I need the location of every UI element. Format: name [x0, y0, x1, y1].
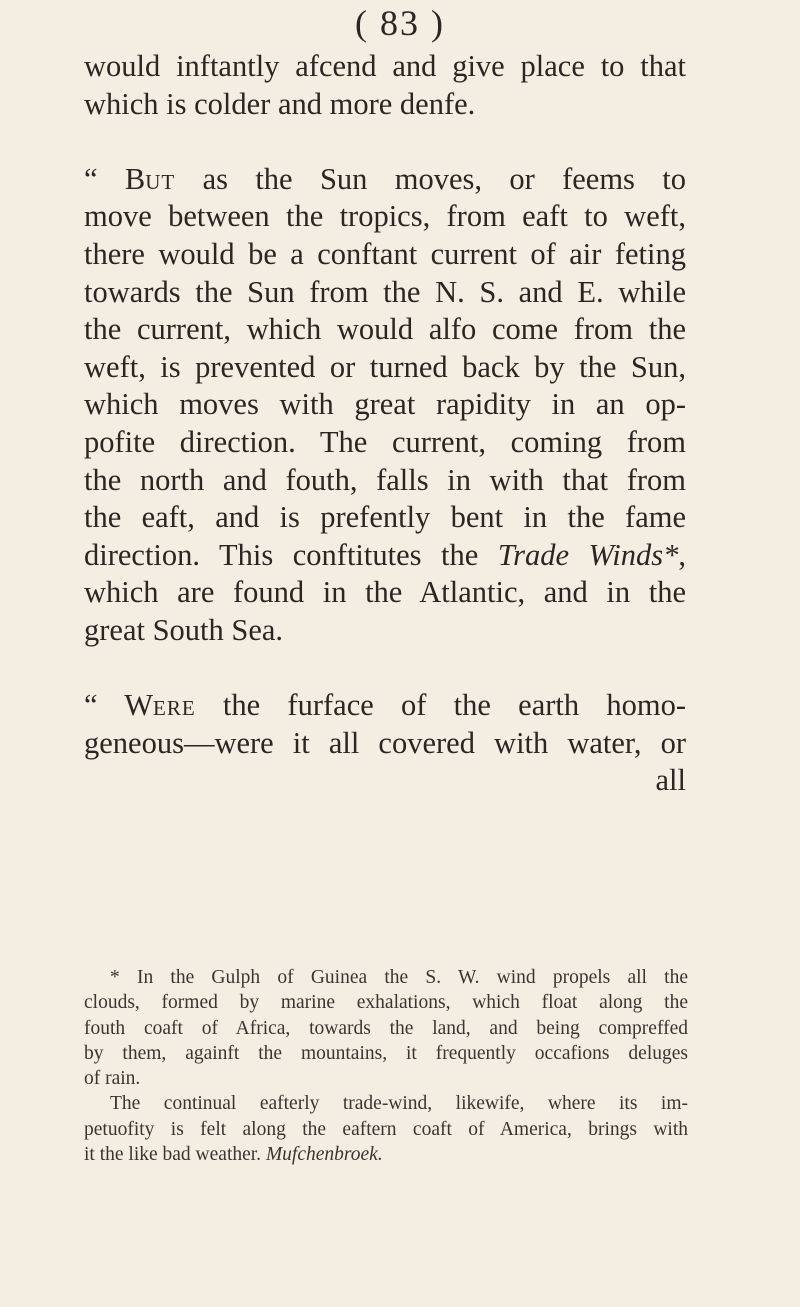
text-line — [84, 537, 686, 575]
catchword: all — [655, 763, 686, 798]
text-fragment: as the Sun moves, or feems to — [175, 161, 686, 196]
text-line: there would be a conftant current of air feting — [84, 236, 686, 271]
text-line — [84, 161, 686, 199]
footnote-attribution: Mufchenbroek. — [265, 1144, 383, 1166]
footnote-line: of rain. — [84, 1068, 141, 1090]
italic-phrase: Trade Winds* — [497, 537, 679, 572]
footnote-line: by them, againft the mountains, it frequently occafions deluges — [84, 1042, 688, 1064]
text-line: the current, which would alfo come from the — [84, 312, 686, 347]
footnote-line: * In the Gulph of Guinea the S. W. wind propels all the — [110, 967, 688, 988]
footnote-line: petuofity is felt along the eaftern coaft of America, brings with — [84, 1118, 688, 1140]
main-text — [84, 48, 686, 800]
text-line: which is colder and more denfe. — [84, 86, 476, 121]
text-line: geneous—were it all covered with water, or — [84, 725, 686, 760]
text-line: pofite direction. The current, coming from — [84, 424, 686, 459]
footnote — [84, 965, 688, 1167]
footnote-line — [84, 1142, 688, 1167]
text-line — [84, 687, 686, 725]
text-fragment: , — [678, 537, 686, 572]
text-line: which are found in the Atlantic, and in the — [84, 575, 686, 610]
footnote-line: fouth coaft of Africa, towards the land, and being compreffed — [84, 1017, 688, 1039]
text-line: would inftantly afcend and give place to that — [84, 49, 686, 83]
paragraph-lead: “ W — [84, 688, 154, 723]
page-number: ( 83 ) — [355, 3, 445, 43]
text-line: move between the tropics, from eaft to weft, — [84, 199, 686, 234]
footnote-fragment: it the like bad weather. — [84, 1144, 262, 1166]
text-line: the eaft, and is prefently bent in the fame — [84, 500, 686, 535]
text-fragment: direction. This conftitutes the — [84, 537, 498, 572]
text-line: great South Sea. — [84, 612, 284, 647]
text-line: towards the Sun from the N. S. and E. while — [84, 274, 686, 309]
paragraph-lead-smallcaps: ere — [153, 688, 196, 723]
footnote-line: The continual eafterly trade-wind, likewife, where its im- — [110, 1093, 688, 1115]
footnote-line: clouds, formed by marine exhalations, which float along the — [84, 992, 688, 1014]
text-line: which moves with great rapidity in an op- — [84, 387, 686, 422]
text-line: the north and fouth, falls in with that from — [84, 462, 686, 497]
paragraph-lead-smallcaps: ut — [145, 161, 176, 196]
text-fragment: the furface of the earth homo- — [195, 688, 686, 723]
paragraph-lead: “ B — [84, 161, 146, 196]
text-line: weft, is prevented or turned back by the Sun, — [84, 349, 686, 384]
